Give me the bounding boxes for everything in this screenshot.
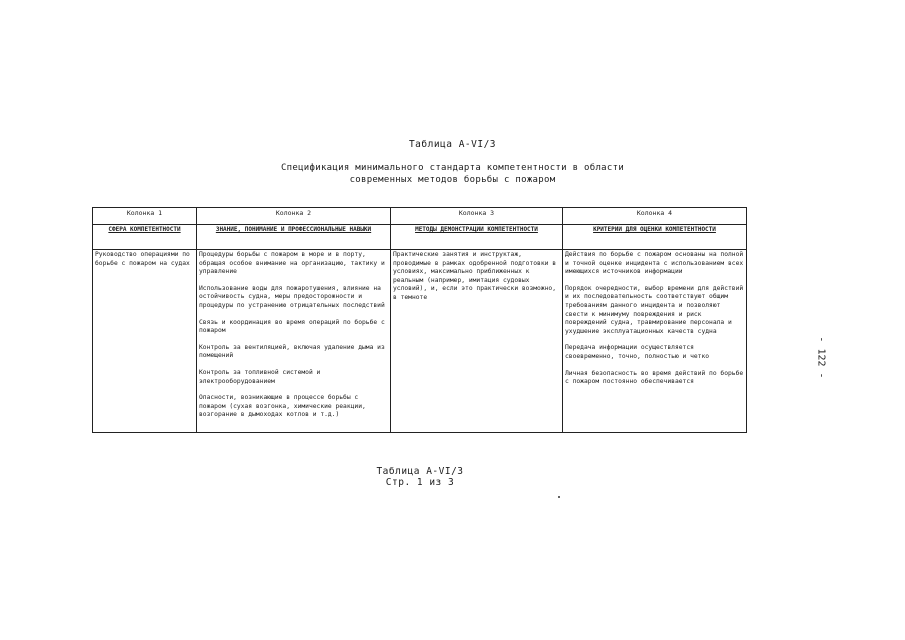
column-4-header: КРИТЕРИИ ДЛЯ ОЦЕНКИ КОМПЕТЕНТНОСТИ <box>563 225 747 250</box>
column-header-row <box>93 225 747 250</box>
competence-cell <box>93 250 197 433</box>
knowledge-item: Связь и координация во время операций по борьбе с пожаром <box>199 318 385 335</box>
column-3-label: Колонка 3 <box>391 208 563 225</box>
column-3-header: МЕТОДЫ ДЕМОНСТРАЦИИ КОМПЕТЕНТНОСТИ <box>391 225 563 250</box>
knowledge-item: Использование воды для пожаротушения, влияние на остойчивость судна, меры предосторожности и процедуры по устранению отрицательных последствий <box>199 284 385 309</box>
column-2-label: Колонка 2 <box>197 208 391 225</box>
criteria-item: Личная безопасность во время действий по борьбе с пожаром постоянно обеспечивается <box>565 369 744 386</box>
column-1-label: Колонка 1 <box>93 208 197 225</box>
methods-cell <box>391 250 563 433</box>
page-number: - 122 - <box>815 336 827 379</box>
column-1-header: СФЕРА КОМПЕТЕНТНОСТИ <box>93 225 197 250</box>
footer-page-count: Стр. 1 из 3 <box>385 477 455 488</box>
table-title: Таблица А-VI/3 <box>408 139 497 150</box>
column-label-row <box>93 208 747 225</box>
specification-title <box>0 162 905 186</box>
footer-table-ref: Таблица А-VI/3 <box>376 466 464 477</box>
criteria-item: Передача информации осуществляется своевременно, точно, полностью и четко <box>565 344 710 360</box>
knowledge-item: Опасности, возникающие в процессе борьбы с пожаром (сухая возгонка, химические реакции, возгорание в дымоходах котлов и т.д.) <box>199 394 366 419</box>
spec-title-line-1: Спецификация минимального стандарта компетентности в области <box>280 163 625 173</box>
competence-text: Руководство операциями по борьбе с пожаром на судах <box>95 251 190 267</box>
knowledge-item: Процедуры борьбы с пожаром в море и в порту, обращая особое внимание на организацию, тактику и управление <box>199 251 385 276</box>
knowledge-cell <box>197 250 391 433</box>
column-4-label: Колонка 4 <box>563 208 747 225</box>
competence-table <box>92 207 747 433</box>
table-row <box>93 250 747 433</box>
knowledge-item: Контроль за топливной системой и электрооборудованием <box>199 368 321 385</box>
criteria-cell <box>563 250 747 433</box>
knowledge-item: Контроль за вентиляцией, включая удаление дыма из помещений <box>199 343 385 360</box>
table-footer <box>0 466 840 488</box>
criteria-item: Действия по борьбе с пожаром основаны на полной и точной оценке инцидента с использованием всех имеющихся источников информации <box>565 251 744 276</box>
criteria-item: Порядок очередности, выбор времени для действий и их последовательность соответствуют общим требованиям данного инцидента и позволяют свести к минимуму повреждения и риск повреждений судна, травмирование персонала и ухудшение эксплуатационных качеств судна <box>565 284 744 335</box>
column-2-header: ЗНАНИЕ, ПОНИМАНИЕ И ПРОФЕССИОНАЛЬНЫЕ НАВЫКИ <box>197 225 391 250</box>
methods-text: Практические занятия и инструктаж, проводимые в рамках одобренной подготовки в условиях, максимально приближенных к реальным (например, имитация судовых условий), и, если это практически возможно, в темноте <box>393 251 557 301</box>
scan-speck <box>558 496 560 498</box>
spec-title-line-2: современных методов борьбы с пожаром <box>349 175 556 185</box>
